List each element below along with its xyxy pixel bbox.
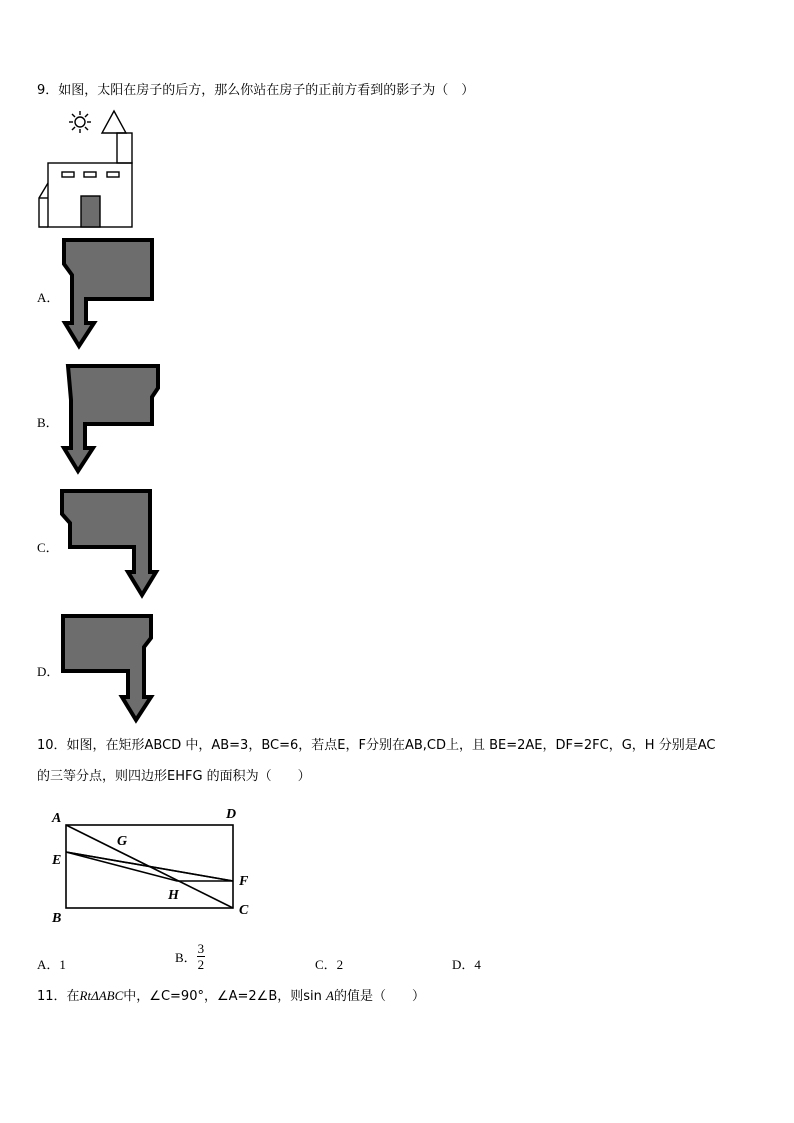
- label-c: C: [239, 903, 249, 918]
- q11-triangle: ΔABC: [91, 988, 124, 1003]
- label-e: E: [52, 853, 62, 868]
- q10-option-b-label: B．: [175, 950, 197, 965]
- rectangle-figure: [44, 802, 260, 926]
- q9-number: 9: [37, 83, 46, 98]
- q9-option-c-shadow: [58, 488, 162, 600]
- q10-option-d: D．4: [452, 957, 481, 972]
- label-g: G: [117, 834, 128, 849]
- q9-option-b-label: B．: [37, 415, 59, 430]
- label-d: D: [226, 807, 237, 822]
- q9-stem: [37, 84, 474, 97]
- q9-option-c-label: C．: [37, 540, 59, 555]
- sun-icon: [69, 111, 91, 133]
- q10-stem-line2: 的三等分点，则四边形EHFG 的面积为（ ）: [37, 769, 311, 784]
- tower-roof: [102, 111, 126, 133]
- q10-option-b: [175, 941, 205, 972]
- label-h: H: [168, 888, 179, 903]
- q9-option-d-shadow: [58, 612, 158, 724]
- q11-stem: [37, 989, 425, 1003]
- fraction-denominator: 2: [197, 957, 205, 972]
- label-b: B: [52, 911, 62, 926]
- q11-middle: 中，∠C=90°，∠A=2∠B，则sin: [123, 989, 322, 1004]
- q9-option-b-shadow: [58, 363, 162, 475]
- q9-option-a-label: A．: [37, 290, 60, 305]
- tower: [117, 133, 132, 163]
- q11-rt: Rt: [79, 988, 92, 1003]
- q10-option-a: A．1: [37, 957, 66, 972]
- q9-option-a-shadow: [60, 238, 156, 350]
- label-f: F: [239, 874, 249, 889]
- house-figure: [36, 108, 142, 230]
- q9-text: ．如图，太阳在房子的后方，那么你站在房子的正前方看到的影子为（ ）: [45, 83, 475, 98]
- q10-stem-line1: 10．如图，在矩形ABCD 中，AB=3，BC=6，若点E，F分别在AB,CD上，且 BE=2AE，DF=2FC，G，H 分别是AC: [37, 738, 716, 753]
- fraction: [197, 941, 206, 972]
- q10-option-c: C．2: [315, 957, 344, 972]
- door: [81, 196, 100, 227]
- q11-var: A: [326, 988, 334, 1003]
- label-a: A: [52, 811, 62, 826]
- q11-prefix: 11．在: [37, 989, 80, 1004]
- q9-option-d-label: D．: [37, 664, 60, 679]
- q11-suffix: 的值是（ ）: [333, 989, 425, 1004]
- fraction-numerator: 3: [197, 941, 205, 956]
